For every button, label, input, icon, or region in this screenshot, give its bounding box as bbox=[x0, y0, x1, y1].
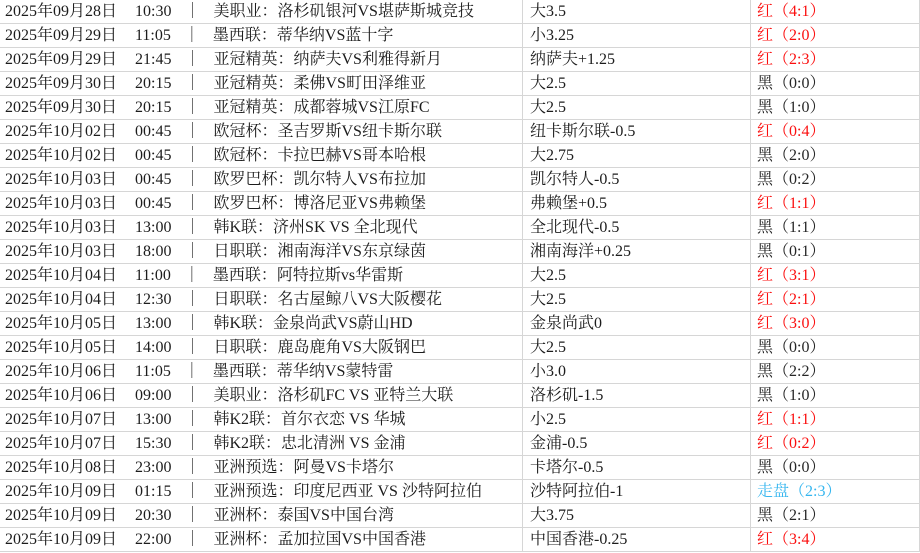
match-date: 2025年10月02日 bbox=[5, 123, 118, 140]
table-row bbox=[0, 432, 920, 456]
match-cell bbox=[0, 144, 523, 167]
match-cell bbox=[0, 360, 523, 383]
league-and-teams: 韩K联：济州SK VS 全北现代 bbox=[213, 219, 418, 236]
table-row bbox=[0, 312, 920, 336]
handicap-cell: 大2.5 bbox=[523, 72, 751, 95]
match-time: 00:45 bbox=[135, 171, 172, 188]
result-cell: 黑（1:0） bbox=[751, 384, 920, 407]
table-row bbox=[0, 264, 920, 288]
table-row bbox=[0, 0, 920, 24]
result-cell: 黑（1:0） bbox=[751, 96, 920, 119]
separator-bar: ｜ bbox=[184, 339, 201, 356]
match-cell bbox=[0, 384, 523, 407]
separator-bar: ｜ bbox=[184, 219, 201, 236]
handicap-cell: 大2.5 bbox=[523, 288, 751, 311]
match-time: 23:00 bbox=[135, 459, 172, 476]
match-cell bbox=[0, 168, 523, 191]
league-and-teams: 墨西联：蒂华纳VS蒙特雷 bbox=[212, 363, 394, 380]
match-cell bbox=[0, 0, 523, 23]
match-date: 2025年10月07日 bbox=[5, 435, 118, 452]
match-cell bbox=[0, 480, 523, 503]
table-row bbox=[0, 120, 920, 144]
result-cell: 黑（0:2） bbox=[751, 168, 920, 191]
league-and-teams: 欧冠杯：圣吉罗斯VS纽卡斯尔联 bbox=[213, 123, 442, 140]
league-and-teams: 亚冠精英：成都蓉城VS江原FC bbox=[213, 99, 430, 116]
league-and-teams: 美职业：洛杉矶银河VS堪萨斯城竞技 bbox=[213, 3, 474, 20]
match-date: 2025年10月09日 bbox=[5, 507, 118, 524]
match-time: 14:00 bbox=[135, 339, 172, 356]
separator-bar: ｜ bbox=[184, 291, 201, 308]
match-time: 13:00 bbox=[135, 219, 172, 236]
handicap-cell: 大2.5 bbox=[523, 336, 751, 359]
table-row bbox=[0, 288, 920, 312]
result-cell: 红（1:1） bbox=[751, 192, 920, 215]
match-date: 2025年10月08日 bbox=[5, 459, 118, 476]
match-time: 00:45 bbox=[135, 147, 172, 164]
match-time: 12:30 bbox=[135, 291, 172, 308]
match-cell bbox=[0, 240, 523, 263]
league-and-teams: 美职业：洛杉矶FC VS 亚特兰大联 bbox=[213, 387, 454, 404]
separator-bar: ｜ bbox=[183, 267, 200, 284]
league-and-teams: 欧冠杯：卡拉巴赫VS哥本哈根 bbox=[213, 147, 426, 164]
match-date: 2025年10月03日 bbox=[5, 219, 118, 236]
handicap-cell: 全北现代-0.5 bbox=[523, 216, 751, 239]
result-cell: 红（0:4） bbox=[751, 120, 920, 143]
table-row bbox=[0, 24, 920, 48]
table-row bbox=[0, 360, 920, 384]
match-time: 11:05 bbox=[135, 27, 171, 44]
match-time: 18:00 bbox=[135, 243, 172, 260]
result-cell: 黑（1:1） bbox=[751, 216, 920, 239]
result-cell: 黑（0:0） bbox=[751, 456, 920, 479]
separator-bar: ｜ bbox=[184, 75, 201, 92]
result-cell: 黑（2:1） bbox=[751, 504, 920, 527]
table-row bbox=[0, 192, 920, 216]
result-cell: 红（3:0） bbox=[751, 312, 920, 335]
league-and-teams: 欧罗巴杯：博洛尼亚VS弗赖堡 bbox=[213, 195, 426, 212]
table-row bbox=[0, 216, 920, 240]
result-cell: 红（2:3） bbox=[751, 48, 920, 71]
table-row bbox=[0, 456, 920, 480]
match-date: 2025年09月29日 bbox=[5, 27, 118, 44]
handicap-cell: 小3.25 bbox=[523, 24, 751, 47]
match-time: 22:00 bbox=[135, 531, 172, 548]
match-cell bbox=[0, 504, 523, 527]
table-row bbox=[0, 504, 920, 528]
handicap-cell: 沙特阿拉伯-1 bbox=[523, 480, 751, 503]
separator-bar: ｜ bbox=[184, 483, 201, 500]
separator-bar: ｜ bbox=[184, 123, 201, 140]
handicap-cell: 卡塔尔-0.5 bbox=[523, 456, 751, 479]
result-cell: 红（3:1） bbox=[751, 264, 920, 287]
match-time: 00:45 bbox=[135, 123, 172, 140]
handicap-cell: 大3.5 bbox=[523, 0, 751, 23]
league-and-teams: 日职联：鹿岛鹿角VS大阪钢巴 bbox=[213, 339, 426, 356]
separator-bar: ｜ bbox=[184, 147, 201, 164]
match-time: 21:45 bbox=[135, 51, 172, 68]
separator-bar: ｜ bbox=[183, 27, 200, 44]
league-and-teams: 亚洲预选：阿曼VS卡塔尔 bbox=[213, 459, 394, 476]
match-date: 2025年10月05日 bbox=[5, 315, 118, 332]
table-row bbox=[0, 48, 920, 72]
result-cell: 红（2:0） bbox=[751, 24, 920, 47]
handicap-cell: 小3.0 bbox=[523, 360, 751, 383]
match-cell bbox=[0, 264, 523, 287]
result-cell: 黑（0:0） bbox=[751, 72, 920, 95]
match-cell bbox=[0, 48, 523, 71]
table-row bbox=[0, 384, 920, 408]
league-and-teams: 亚洲预选：印度尼西亚 VS 沙特阿拉伯 bbox=[213, 483, 482, 500]
handicap-cell: 大2.75 bbox=[523, 144, 751, 167]
match-date: 2025年10月04日 bbox=[5, 267, 118, 284]
match-cell bbox=[0, 192, 523, 215]
match-cell bbox=[0, 312, 523, 335]
match-date: 2025年09月29日 bbox=[5, 51, 118, 68]
match-time: 13:00 bbox=[135, 411, 172, 428]
handicap-cell: 纽卡斯尔联-0.5 bbox=[523, 120, 751, 143]
result-cell: 黑（0:1） bbox=[751, 240, 920, 263]
handicap-cell: 金泉尚武0 bbox=[523, 312, 751, 335]
match-date: 2025年10月03日 bbox=[5, 171, 118, 188]
match-date: 2025年10月09日 bbox=[5, 483, 118, 500]
league-and-teams: 欧罗巴杯：凯尔特人VS布拉加 bbox=[213, 171, 426, 188]
handicap-cell: 中国香港-0.25 bbox=[523, 528, 751, 551]
table-row bbox=[0, 528, 920, 552]
league-and-teams: 韩K2联：忠北清洲 VS 金浦 bbox=[213, 435, 406, 452]
league-and-teams: 韩K2联：首尔衣恋 VS 华城 bbox=[213, 411, 406, 428]
result-cell: 走盘（2:3） bbox=[751, 480, 920, 503]
match-cell bbox=[0, 456, 523, 479]
match-date: 2025年10月04日 bbox=[5, 291, 118, 308]
match-cell bbox=[0, 96, 523, 119]
separator-bar: ｜ bbox=[183, 363, 200, 380]
match-time: 11:00 bbox=[135, 267, 171, 284]
result-cell: 红（4:1） bbox=[751, 0, 920, 23]
match-date: 2025年10月06日 bbox=[5, 363, 118, 380]
match-cell bbox=[0, 528, 523, 551]
separator-bar: ｜ bbox=[184, 531, 201, 548]
match-time: 11:05 bbox=[135, 363, 171, 380]
match-date: 2025年09月28日 bbox=[5, 3, 118, 20]
separator-bar: ｜ bbox=[184, 387, 201, 404]
match-date: 2025年10月05日 bbox=[5, 339, 118, 356]
table-row bbox=[0, 336, 920, 360]
result-cell: 红（3:4） bbox=[751, 528, 920, 551]
league-and-teams: 日职联：湘南海洋VS东京绿茵 bbox=[213, 243, 426, 260]
match-date: 2025年10月02日 bbox=[5, 147, 118, 164]
table-row bbox=[0, 96, 920, 120]
handicap-cell: 大3.75 bbox=[523, 504, 751, 527]
handicap-cell: 大2.5 bbox=[523, 96, 751, 119]
handicap-cell: 纳萨夫+1.25 bbox=[523, 48, 751, 71]
match-time: 20:15 bbox=[135, 99, 172, 116]
handicap-cell: 小2.5 bbox=[523, 408, 751, 431]
league-and-teams: 亚洲杯：泰国VS中国台湾 bbox=[213, 507, 394, 524]
match-cell bbox=[0, 24, 523, 47]
match-cell bbox=[0, 72, 523, 95]
match-cell bbox=[0, 216, 523, 239]
match-time: 20:30 bbox=[135, 507, 172, 524]
league-and-teams: 墨西联：阿特拉斯vs华雷斯 bbox=[212, 267, 404, 284]
match-time: 09:00 bbox=[135, 387, 172, 404]
separator-bar: ｜ bbox=[184, 171, 201, 188]
match-time: 20:15 bbox=[135, 75, 172, 92]
league-and-teams: 亚冠精英：纳萨夫VS利雅得新月 bbox=[213, 51, 442, 68]
match-cell bbox=[0, 336, 523, 359]
handicap-cell: 湘南海洋+0.25 bbox=[523, 240, 751, 263]
match-date: 2025年10月03日 bbox=[5, 195, 118, 212]
result-cell: 黑（2:0） bbox=[751, 144, 920, 167]
table-row bbox=[0, 72, 920, 96]
match-date: 2025年10月09日 bbox=[5, 531, 118, 548]
handicap-cell: 洛杉矶-1.5 bbox=[523, 384, 751, 407]
result-cell: 红（1:1） bbox=[751, 408, 920, 431]
separator-bar: ｜ bbox=[184, 459, 201, 476]
match-date: 2025年10月03日 bbox=[5, 243, 118, 260]
match-date: 2025年10月06日 bbox=[5, 387, 118, 404]
result-cell: 红（2:1） bbox=[751, 288, 920, 311]
table-row bbox=[0, 144, 920, 168]
match-date: 2025年09月30日 bbox=[5, 75, 118, 92]
separator-bar: ｜ bbox=[184, 99, 201, 116]
league-and-teams: 亚洲杯：孟加拉国VS中国香港 bbox=[213, 531, 426, 548]
handicap-cell: 大2.5 bbox=[523, 264, 751, 287]
match-cell bbox=[0, 432, 523, 455]
league-and-teams: 亚冠精英：柔佛VS町田泽维亚 bbox=[213, 75, 426, 92]
separator-bar: ｜ bbox=[184, 411, 201, 428]
match-cell bbox=[0, 288, 523, 311]
match-time: 00:45 bbox=[135, 195, 172, 212]
handicap-cell: 弗赖堡+0.5 bbox=[523, 192, 751, 215]
separator-bar: ｜ bbox=[184, 51, 201, 68]
table-row bbox=[0, 480, 920, 504]
table-row bbox=[0, 168, 920, 192]
handicap-cell: 凯尔特人-0.5 bbox=[523, 168, 751, 191]
match-cell bbox=[0, 120, 523, 143]
separator-bar: ｜ bbox=[184, 435, 201, 452]
match-time: 13:00 bbox=[135, 315, 172, 332]
match-cell bbox=[0, 408, 523, 431]
separator-bar: ｜ bbox=[184, 195, 201, 212]
match-time: 01:15 bbox=[135, 483, 172, 500]
table-row bbox=[0, 240, 920, 264]
league-and-teams: 韩K联：金泉尚武VS蔚山HD bbox=[213, 315, 413, 332]
result-cell: 黑（0:0） bbox=[751, 336, 920, 359]
handicap-cell: 金浦-0.5 bbox=[523, 432, 751, 455]
result-cell: 红（0:2） bbox=[751, 432, 920, 455]
separator-bar: ｜ bbox=[184, 243, 201, 260]
match-date: 2025年10月07日 bbox=[5, 411, 118, 428]
table-row bbox=[0, 408, 920, 432]
league-and-teams: 日职联：名古屋鲸八VS大阪樱花 bbox=[213, 291, 442, 308]
match-time: 15:30 bbox=[135, 435, 172, 452]
separator-bar: ｜ bbox=[184, 507, 201, 524]
separator-bar: ｜ bbox=[184, 315, 201, 332]
match-time: 10:30 bbox=[135, 3, 172, 20]
league-and-teams: 墨西联：蒂华纳VS蓝十字 bbox=[212, 27, 394, 44]
separator-bar: ｜ bbox=[184, 3, 201, 20]
match-date: 2025年09月30日 bbox=[5, 99, 118, 116]
result-cell: 黑（2:2） bbox=[751, 360, 920, 383]
